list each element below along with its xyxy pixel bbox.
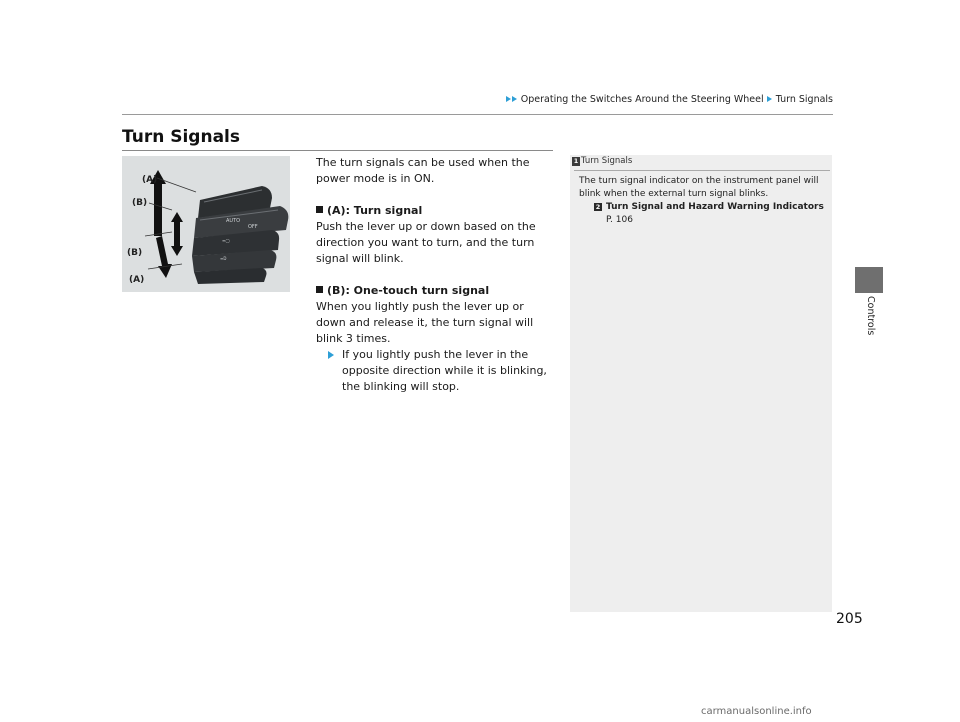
callout-label-a-bottom: (A) [129,275,145,285]
sidenote-number-icon: 1 [573,157,579,165]
chapter-label: Controls [865,296,876,336]
page-number: 205 [836,611,863,627]
sidenote-header [570,155,832,170]
callout-label-b-top: (B) [132,198,148,208]
reference-page: P. 106 [606,215,633,225]
watermark: carmanualsonline.info [701,706,812,717]
section-a-heading: (A): Turn signal [316,203,556,219]
page-title: Turn Signals [122,127,240,147]
sidenote-reference-link[interactable] [594,201,830,227]
main-text-column [316,155,556,395]
sidenote-text: The turn signal indicator on the instrument panel will blink when the external turn signal blinks. [579,176,819,199]
reference-title: Turn Signal and Hazard Warning Indicators [606,202,824,212]
callout-lines [145,178,196,269]
header-divider [122,114,833,115]
callout-label-a-top: (A) [142,175,158,185]
svg-text:≡◯: ≡◯ [222,238,230,243]
square-bullet-icon [316,206,323,213]
breadcrumb-arrow-icon [506,96,511,102]
breadcrumb [503,94,833,105]
intro-paragraph: The turn signals can be used when the power mode is in ON. [316,156,530,185]
breadcrumb-arrow-icon [512,96,517,102]
section-b-note: If you lightly push the lever in the opposite direction while it is blinking, the blinking will stop. [316,347,556,395]
breadcrumb-current: Turn Signals [775,94,833,105]
reference-arrow-icon: 2 [595,203,601,211]
note-arrow-icon [328,351,334,359]
sidenote-panel [570,155,832,612]
svg-text:AUTO: AUTO [226,218,241,224]
callout-label-b-bottom: (B) [127,248,143,258]
title-divider [122,150,553,151]
chapter-tab [855,267,883,293]
lever-down-arrows [156,230,183,278]
svg-text:OFF: OFF [248,224,258,230]
section-b-text: When you lightly push the lever up or down and release it, the turn signal will blink 3 times. [316,300,534,345]
sidenote-title: Turn Signals [581,156,633,166]
svg-text:≡D: ≡D [220,256,227,261]
section-b-heading: (B): One-touch turn signal [316,283,556,299]
lever-stalks [192,186,288,284]
breadcrumb-parent: Operating the Switches Around the Steering Wheel [520,94,764,105]
sidenote-divider [574,170,830,171]
section-a-text: Push the lever up or down based on the direction you want to turn, and the turn signal will blink. [316,220,536,265]
square-bullet-icon [316,286,323,293]
breadcrumb-arrow-icon [767,96,772,102]
turn-signal-lever-illustration [122,156,290,292]
